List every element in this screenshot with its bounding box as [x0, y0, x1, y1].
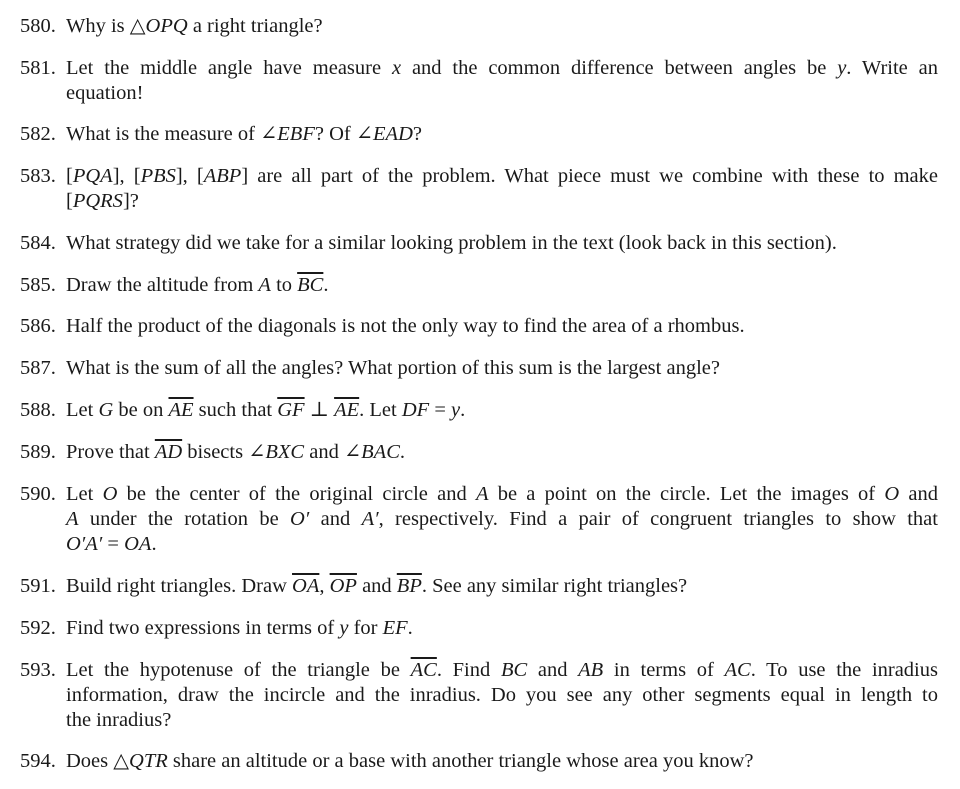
text-run: . — [399, 441, 405, 463]
text-run: What is the measure of — [66, 123, 261, 145]
math-run: A′ — [361, 508, 379, 530]
hint-number: 589. — [20, 441, 56, 463]
math-run: ∠EBF — [260, 123, 315, 145]
text-run: Find two expressions in terms of — [66, 617, 340, 639]
hint-line — [66, 482, 938, 507]
hint-number: 580. — [20, 15, 56, 37]
math-run: △OPQ — [129, 15, 188, 37]
text-run: Prove that — [66, 441, 155, 463]
hint-number: 593. — [20, 659, 56, 681]
math-run: ABP — [203, 165, 242, 187]
hint-text — [66, 273, 938, 298]
text-run: and — [309, 508, 362, 530]
text-run: . Let — [359, 399, 402, 421]
segment-label: $\overline{BP}$ — [396, 575, 422, 597]
segment-label: $\overline{BC}$ — [297, 274, 324, 296]
math-run: PQA — [72, 165, 113, 187]
hint-line — [66, 81, 938, 106]
math-run: ∠BXC — [248, 441, 305, 463]
math-run: △QTR — [113, 750, 168, 772]
text-run: . Write an — [846, 57, 938, 79]
math-run: A — [258, 274, 271, 296]
segment-label: $\overline{OA}$ — [292, 575, 320, 597]
hint-text — [66, 398, 938, 423]
math-run: y — [339, 617, 349, 639]
math-run: A — [475, 483, 489, 505]
text-run: Build right triangles. Draw — [66, 575, 293, 597]
hint-number: 582. — [20, 123, 56, 145]
text-run: in terms of — [603, 659, 725, 681]
math-run: ∠EAD — [355, 123, 413, 145]
text-run: , — [319, 575, 330, 597]
segment-label: $\overline{AC}$ — [410, 659, 437, 681]
hint-line — [66, 273, 938, 298]
segment-label: $\overline{AE}$ — [168, 399, 194, 421]
hint-line — [66, 532, 938, 557]
math-run: O′ — [290, 508, 310, 530]
hint-text — [66, 231, 938, 256]
hint-line — [66, 356, 938, 381]
hint-number: 594. — [20, 750, 56, 772]
math-run: BC — [500, 659, 528, 681]
text-run: share an altitude or a base with another triangle whose area you know? — [167, 750, 754, 772]
text-run: Let the middle angle have measure — [66, 57, 392, 79]
text-run: . — [151, 533, 157, 555]
hint-line — [66, 616, 938, 641]
segment-label: $\overline{AE}$ — [334, 399, 360, 421]
hint-text — [66, 440, 938, 465]
hint-text — [66, 56, 938, 106]
hint-line — [66, 189, 938, 214]
text-run: and — [304, 441, 344, 463]
hint-line — [66, 683, 938, 708]
text-run: and — [899, 483, 938, 505]
math-run: AB — [578, 659, 604, 681]
text-run: [ — [66, 190, 73, 212]
text-run: Half the product of the diagonals is not the only way to find the area of a rhombus. — [66, 315, 745, 337]
text-run: , respectively. Find a pair of congruent triangles to show that — [378, 508, 938, 530]
hint-number: 584. — [20, 232, 56, 254]
text-run: for — [348, 617, 383, 639]
hint-number: 585. — [20, 274, 56, 296]
hint-number: 591. — [20, 575, 56, 597]
text-run: such that — [193, 399, 278, 421]
math-run: O′A′ — [66, 533, 103, 555]
text-run: = — [429, 399, 451, 421]
math-run: O — [102, 483, 118, 505]
hint-number: 583. — [20, 165, 56, 187]
math-run: x — [391, 57, 402, 79]
text-run: = — [102, 533, 125, 555]
text-run: Draw the altitude from — [66, 274, 259, 296]
text-run: be the center of the original circle and — [117, 483, 476, 505]
math-run: EF — [382, 617, 408, 639]
hint-line — [66, 658, 938, 683]
hint-text — [66, 658, 938, 733]
text-run: What is the sum of all the angles? What portion of this sum is the largest angle? — [66, 357, 720, 379]
text-run: information, draw the incircle and the inradius. Do you see any other segments equal in length to — [66, 684, 938, 706]
math-run: PQRS — [72, 190, 123, 212]
hint-line — [66, 440, 938, 465]
text-run: ]? — [122, 190, 139, 212]
text-run: . — [323, 274, 329, 296]
segment-label: $\overline{GF}$ — [277, 399, 305, 421]
text-run: ⊥ — [304, 399, 335, 421]
text-run: and the common difference between angles be — [401, 57, 838, 79]
hint-number: 588. — [20, 399, 56, 421]
text-run: . To use the inradius — [750, 659, 938, 681]
text-run: Let the hypotenuse of the triangle be — [66, 659, 411, 681]
hint-number: 587. — [20, 357, 56, 379]
text-run: Let — [66, 483, 103, 505]
math-run: O — [884, 483, 900, 505]
text-run: [ — [66, 165, 73, 187]
text-run: ] are all part of the problem. What piece must we combine with these to make — [241, 165, 938, 187]
hint-line — [66, 507, 938, 532]
text-run: What strategy did we take for a similar looking problem in the text (look back in this section). — [66, 232, 837, 254]
text-run: to — [270, 274, 298, 296]
hint-number: 586. — [20, 315, 56, 337]
text-run: ? Of — [314, 123, 356, 145]
segment-label: $\overline{AD}$ — [154, 441, 183, 463]
hint-line — [66, 122, 938, 147]
hint-text — [66, 482, 938, 557]
segment-label: $\overline{OP}$ — [329, 575, 357, 597]
math-run: PBS — [140, 165, 176, 187]
text-run: Does — [66, 750, 114, 772]
text-run: ], [ — [175, 165, 204, 187]
hint-line — [66, 708, 938, 733]
text-run: ], [ — [112, 165, 141, 187]
text-run: a right triangle? — [187, 15, 323, 37]
text-run: equation! — [66, 82, 144, 104]
text-run: Why is — [66, 15, 130, 37]
text-run: ? — [412, 123, 422, 145]
text-run: the inradius? — [66, 709, 172, 731]
text-run: . — [407, 617, 413, 639]
hint-line — [66, 164, 938, 189]
hint-line — [66, 574, 938, 599]
hint-line — [66, 56, 938, 81]
text-run: under the rotation be — [78, 508, 290, 530]
hint-line — [66, 231, 938, 256]
hint-text — [66, 164, 938, 214]
text-run: and — [356, 575, 397, 597]
text-run: Let — [66, 399, 99, 421]
hint-text — [66, 574, 938, 599]
hint-number: 590. — [20, 483, 56, 505]
text-run: and — [527, 659, 579, 681]
hint-line — [66, 398, 938, 423]
text-run: be a point on the circle. Let the images of — [488, 483, 885, 505]
text-run: . — [460, 399, 466, 421]
math-run: y — [451, 399, 461, 421]
hint-text — [66, 314, 938, 339]
math-run: OA — [124, 533, 152, 555]
hint-line — [66, 749, 938, 774]
text-run: . Find — [436, 659, 501, 681]
hint-number: 581. — [20, 57, 56, 79]
hint-line — [66, 314, 938, 339]
hint-text — [66, 749, 938, 774]
math-run: G — [98, 399, 114, 421]
hint-text — [66, 14, 938, 39]
hint-text — [66, 616, 938, 641]
hint-line — [66, 14, 938, 39]
math-run: AC — [724, 659, 751, 681]
hint-text — [66, 122, 938, 147]
text-run: bisects — [182, 441, 249, 463]
math-run: A — [66, 508, 79, 530]
text-run: be on — [113, 399, 169, 421]
math-run: ∠BAC — [343, 441, 400, 463]
hint-number: 592. — [20, 617, 56, 639]
text-run: . See any similar right triangles? — [421, 575, 688, 597]
math-run: DF — [401, 399, 430, 421]
math-run: y — [837, 57, 847, 79]
hint-text — [66, 356, 938, 381]
